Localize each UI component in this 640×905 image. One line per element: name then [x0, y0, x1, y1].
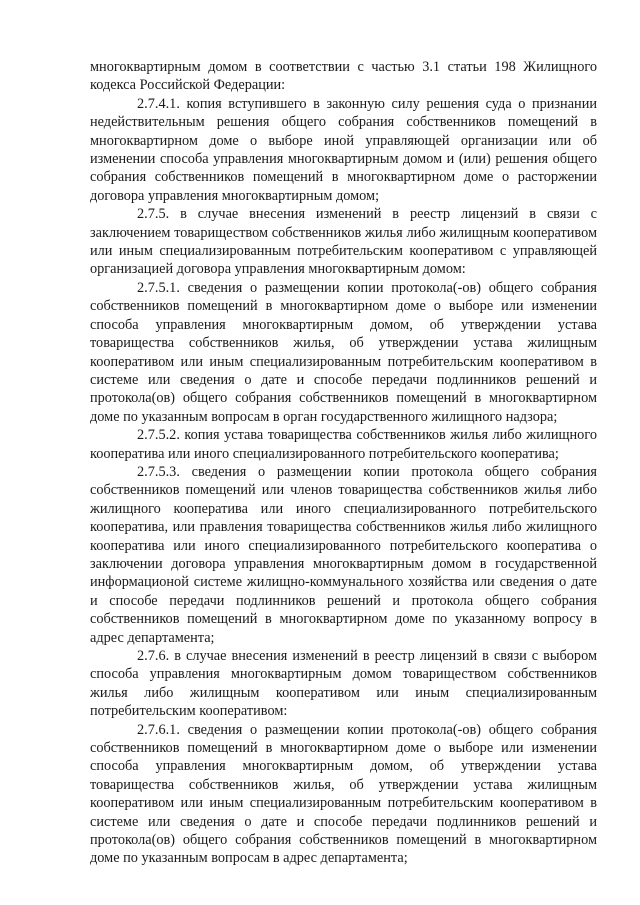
- paragraph-2-7-5-1: 2.7.5.1. сведения о размещении копии протокола(-ов) общего собрания собственников помещений в многоквартирном доме о выборе или изменении способа управления многоквартирным домом, об утверждении устава товарищества собственников жилья, об утверждении устава жилищным кооперативом или иным специализированным потребительским кооперативом в системе или сведения о дате и способе передачи подлинников решений и протокола(ов) общего собрания собственников помещений в многоквартирном доме по указанным вопросам в орган государственного жилищного надзора;: [90, 279, 597, 425]
- document-page: [90, 58, 597, 868]
- paragraph-2-7-6: 2.7.6. в случае внесения изменений в реестр лицензий в связи с выбором способа управления многоквартирным домом товариществом собственников жилья либо жилищным кооперативом или иным специализированным потребительским кооперативом:: [90, 648, 597, 720]
- paragraph-2-7-5-2: 2.7.5.2. копия устава товарищества собственников жилья либо жилищного кооператива или иного специализированного потребительского кооператива;: [90, 427, 597, 462]
- paragraph-2-7-6-1: 2.7.6.1. сведения о размещении копии протокола(-ов) общего собрания собственников помещений в многоквартирном доме о выборе или изменении способа управления многоквартирным домом, об утверждении устава товарищества собственников жилья, об утверждении устава жилищным кооперативом или иным специализированным потребительским кооперативом в системе или сведения о дате и способе передачи подлинников решений и протокола(ов) общего собрания собственников помещений в многоквартирном доме по указанным вопросам в адрес департамента;: [90, 721, 597, 867]
- paragraph-2-7-5-3: 2.7.5.3. сведения о размещении копии протокола общего собрания собственников помещений или членов товарищества собственников жилья либо жилищного кооператива или иного специализированного потребительского кооператива, или правления товарищества собственников жилья либо жилищного кооператива или иного специализированного потребительского кооператива о заключении договора управления многоквартирным домом в государственной информационой системе жилищно-коммунального хозяйства или сведения о дате и способе передачи подлинников решений и протокола общего собрания собственников помещений в многоквартирном доме по указанному вопросу в адрес департамента;: [90, 463, 597, 646]
- paragraph-continuation: многоквартирным домом в соответствии с частью 3.1 статьи 198 Жилищного кодекса Российской Федерации:: [90, 59, 597, 94]
- paragraph-2-7-5: 2.7.5. в случае внесения изменений в реестр лицензий в связи с заключением товариществом собственников жилья либо жилищным кооперативом или иным специализированным потребительским кооперативом с управляющей организацией договора управления многоквартирным домом:: [90, 206, 597, 278]
- paragraph-2-7-4-1: 2.7.4.1. копия вступившего в законную силу решения суда о признании недействительным решения общего собрания собственников помещений в многоквартирном доме о выборе иной управляющей организации или об изменении способа управления многоквартирным домом и (или) решения общего собрания собственников помещений в многоквартирном доме о расторжении договора управления многоквартирным домом;: [90, 95, 597, 204]
